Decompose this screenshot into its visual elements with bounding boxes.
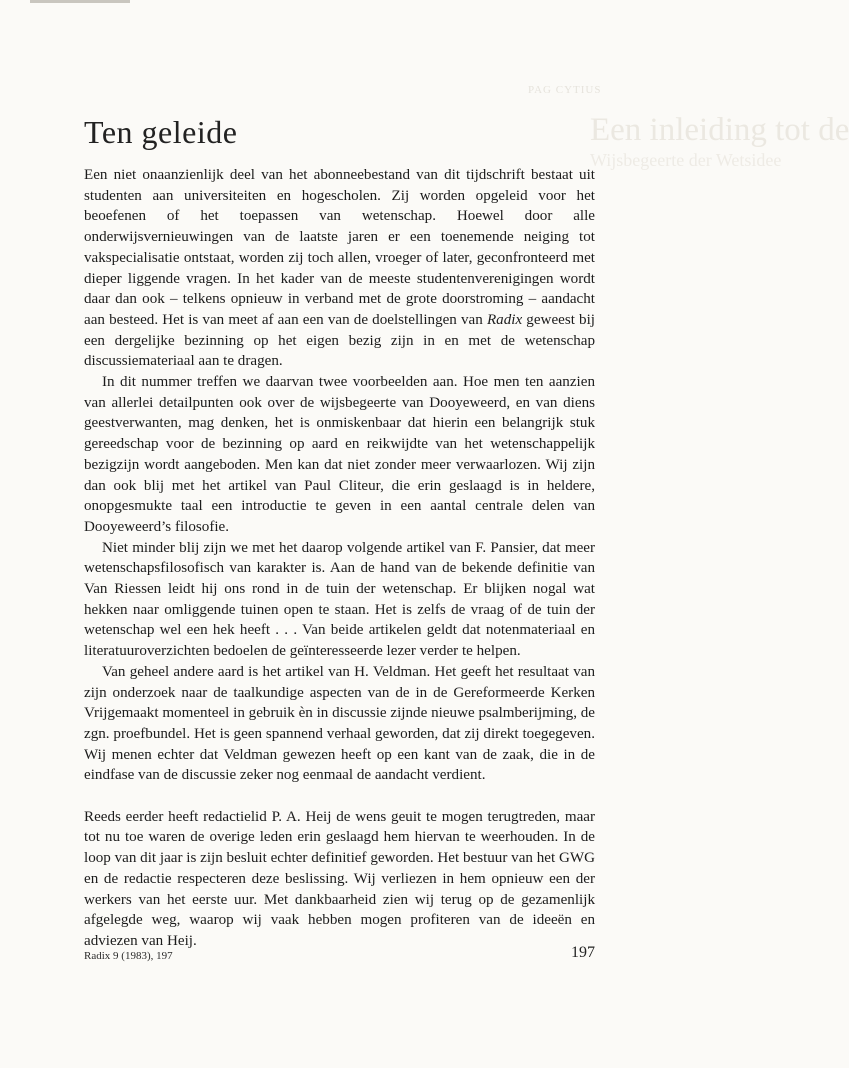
paragraph-text: In dit nummer treffen we daarvan twee voorbeelden aan. Hoe men ten aanzien van allerlei detailpunten ook over de wijsbegeerte van Dooyeweerd, en van diens geestverwanten, mag denken, het is onmiskenbaar dat hierin een belangrijk stuk gereedschap voor de bezinning op aard en reikwijdte van het wetenschappelijk bezigzijn wordt aangeboden. Men kan dat niet zonder meer verwaarlozen. Wij zijn dan ook blij met het artikel van Paul Cliteur, die erin geslaagd is in heldere, onopgesmukte taal een introductie te geven in een aantal centrale delen van Dooyeweerd’s filosofie.	[84, 374, 595, 535]
article-title: Ten geleide	[84, 114, 238, 150]
article-body	[84, 165, 595, 952]
paragraph-text: Reeds eerder heeft redactielid P. A. Heij de wens geuit te mogen terugtreden, maar tot nu toe waren de overige leden erin geslaagd hem hiervan te weerhouden. In de loop van dit jaar is zijn besluit echter definitief geworden. Het bestuur van het GWG en de redactie respecteren deze beslissing. Wij verliezen in hem opnieuw een der werkers van het eerste uur. Met dankbaarheid zien wij terug op de gezamenlijk afgelegde weg, waarop wij vaak hebben mogen profiteren van de ideeën en adviezen van Heij.	[84, 808, 595, 949]
journal-name-italic: Radix	[486, 311, 523, 328]
paragraph-text: Van geheel andere aard is het artikel van H. Veldman. Het geeft het resultaat van zijn onderzoek naar de taalkundige aspecten van de in de Gereformeerde Kerken Vrijgemaakt momenteel in gebruik èn in discussie zijnde nieuwe psalmberijming, de zgn. proefbundel. Het is geen spannend verhaal geworden, dat zij direkt toegegeven. Wij menen echter dat Veldman gewezen heeft op een kant van de zaak, die in de eindfase van de discussie zeker nog eenmaal de aandacht verdient.	[84, 663, 595, 784]
article-paragraph	[84, 538, 595, 662]
page-number: 197	[571, 944, 595, 961]
article-paragraph	[84, 372, 595, 538]
bleed-through-heading: Een inleiding tot de	[590, 112, 849, 148]
paragraph-text: geweest bij een dergelijke bezinning op het eigen bezig zijn in en met de wetenschap discussiemateriaal aan te dragen.	[84, 311, 595, 370]
article-paragraph	[84, 165, 595, 372]
paragraph-text: Niet minder blij zijn we met het daarop volgende artikel van F. Pansier, dat meer wetenschapsfilosofisch van karakter is. Aan de hand van de bekende definitie van Van Riessen leidt hij ons rond in de tuin der wetenschap. Er blijken nogal wat hekken naar omliggende tuinen open te staan. Het is zelfs de vraag of de tuin der wetenschap wel een hek heeft . . . Van beide artikelen geldt dat notenmateriaal en literatuuroverzichten bedoelen de geïnteresseerde lezer verder te helpen.	[84, 539, 595, 660]
page-edge-mark	[30, 0, 130, 3]
bleed-through-subheading: Wijsbegeerte der Wetsidee	[590, 150, 782, 170]
article-paragraph	[84, 807, 595, 952]
journal-reference: Radix 9 (1983), 197	[84, 950, 173, 962]
article-paragraph	[84, 662, 595, 786]
paragraph-text: Een niet onaanzienlijk deel van het abonneebestand van dit tijdschrift bestaat uit studenten aan universiteiten en hogescholen. Zij worden opgeleid voor het beoefenen of het toepassen van wetenschap. Hoewel door alle onderwijsvernieuwingen van de laatste jaren er een toenemende neiging tot vakspecialisatie ontstaat, worden zij toch allen, vroeger of later, geconfronteerd met dieper liggende vragen. In het kader van de meeste studentenverenigingen wordt daar dan ook – telkens opnieuw in verband met de grote doorstroming – aandacht aan besteed. Het is van meet af aan een van de doelstellingen van	[84, 167, 595, 328]
bleed-through-label: PAG CYTIUS	[528, 84, 602, 96]
